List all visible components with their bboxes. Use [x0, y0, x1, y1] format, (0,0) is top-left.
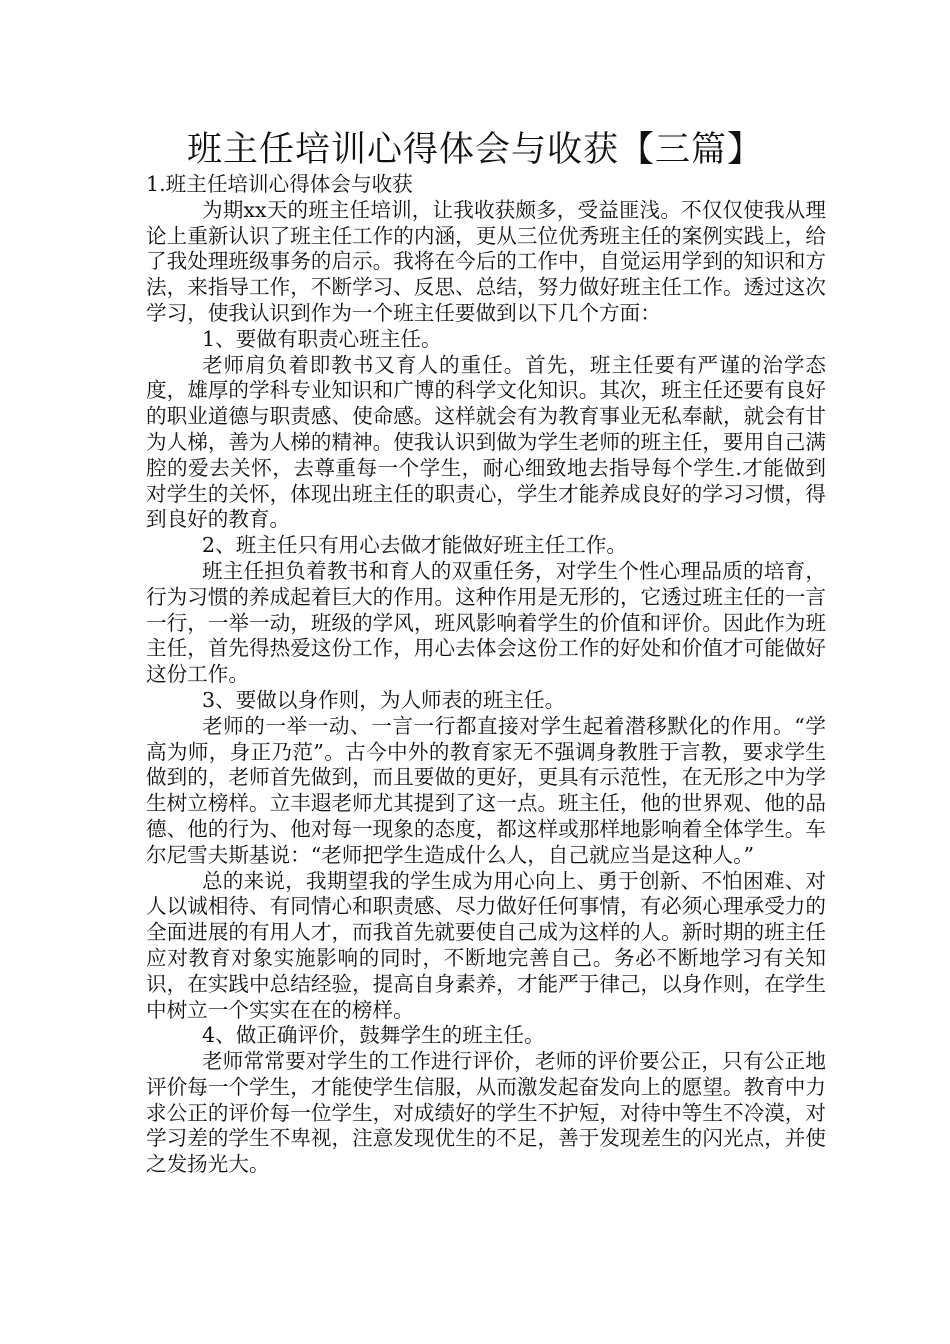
paragraph: 总的来说，我期望我的学生成为用心向上、勇于创新、不怕困难、对人以诚相待、有同情心和职责感、尽力做好任何事情，有必须心理承受力的全面进展的有用人才，而我首先就要使自己成为这样的人。新时期的班主任应对教育对象实施影响的同时，不断地完善自己。务必不断地学习有关知识，在实践中总结经验，提高自身素养，才能严于律己，以身作则，在学生中树立一个实实在在的榜样。 — [146, 868, 826, 1022]
paragraph: 为期xx天的班主任培训，让我收获颇多，受益匪浅。不仅仅使我从理论上重新认识了班主任工作的内涵，更从三位优秀班主任的案例实践上，给了我处理班级事务的启示。我将在今后的工作中，自觉运用学到的知识和方法，来指导工作，不断学习、反思、总结，努力做好班主任工作。透过这次学习，使我认识到作为一个班主任要做到以下几个方面： — [146, 197, 826, 325]
paragraph: 班主任担负着教书和育人的双重任务，对学生个性心理品质的培育，行为习惯的养成起着巨大的作用。这种作用是无形的，它透过班主任的一言一行，一举一动，班级的学风，班风影响着学生的价值和评价。因此作为班主任，首先得热爱这份工作，用心去体会这份工作的好处和价值才可能做好这份工作。 — [146, 558, 826, 687]
paragraph: 老师的一举一动、一言一行都直接对学生起着潜移默化的作用。“学高为师，身正乃范”。古今中外的教育家无不强调身教胜于言教，要求学生做到的，老师首先做到，而且要做的更好，更具有示范性，在无形之中为学生树立榜样。立丰遐老师尤其提到了这一点。班主任，他的世界观、他的品德、他的行为、他对每一现象的态度，都这样或那样地影响着全体学生。车尔尼雪夫斯基说：“老师把学生造成什么人，自己就应当是这种人。” — [146, 713, 826, 867]
paragraph: 1.班主任培训心得体会与收获 — [146, 172, 413, 196]
paragraph: 老师常常要对学生的工作进行评价，老师的评价要公正，只有公正地评价每一个学生，才能使学生信服，从而激发起奋发向上的愿望。教育中力求公正的评价每一位学生，对成绩好的学生不护短，对待中等生不冷漠，对学习差的学生不卑视，注意发现优生的不足，善于发现差生的闪光点，并使之发扬光大。 — [146, 1049, 826, 1177]
paragraph: 4、做正确评价，鼓舞学生的班主任。 — [202, 1023, 545, 1048]
document-title: 班主任培训心得体会与收获【三篇】 — [186, 130, 763, 170]
paragraph: 3、要做以身作则，为人师表的班主任。 — [202, 687, 566, 712]
document-body — [146, 172, 826, 1178]
paragraph: 老师肩负着即教书又育人的重任。首先，班主任要有严谨的治学态度，雄厚的学科专业知识和广博的科学文化知识。其次，班主任还要有良好的职业道德与职责感、使命感。这样就会有为教育事业无私奉献，就会有甘为人梯，善为人梯的精神。使我认识到做为学生老师的班主任，要用自己满腔的爱去关怀，去尊重每一个学生，耐心细致地去指导每个学生.才能做到对学生的关怀，体现出班主任的职责心，学生才能养成良好的学习习惯，得到良好的教育。 — [146, 352, 826, 532]
paragraph: 1、要做有职责心班主任。 — [202, 326, 442, 351]
paragraph: 2、班主任只有用心去做才能做好班主任工作。 — [202, 533, 627, 558]
